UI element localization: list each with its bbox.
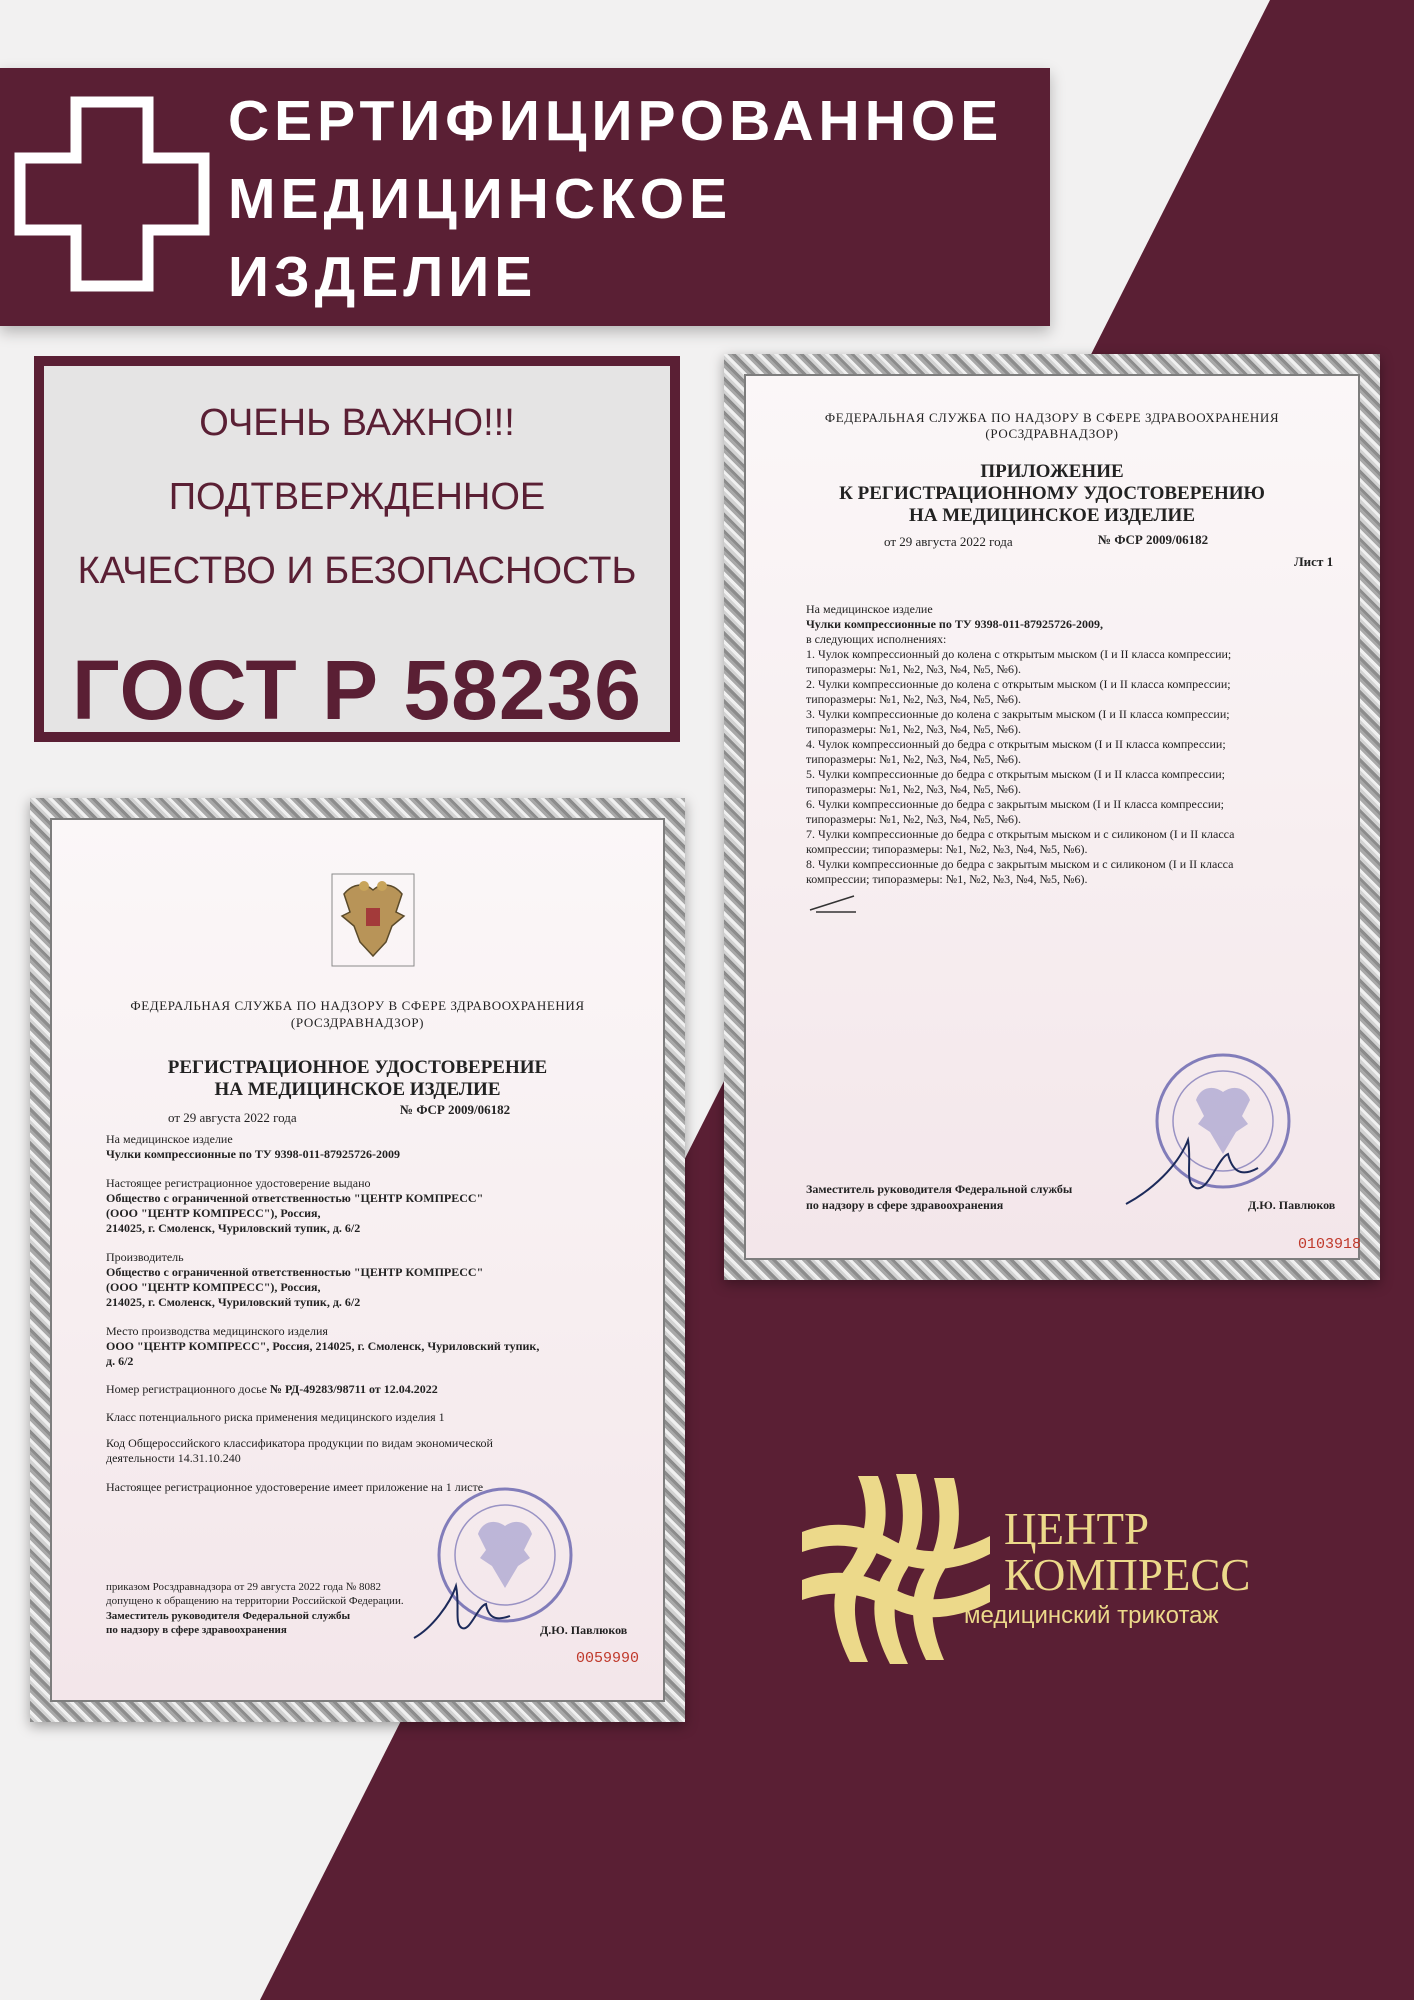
- appendix-line: 8. Чулки компрессионные до бедра с закрытым мыском и с силиконом (I и II класса: [806, 857, 1234, 871]
- issued-line: (ООО "ЦЕНТР КОМПРЕСС"), Россия,: [106, 1206, 321, 1220]
- signature-icon: [408, 1576, 516, 1646]
- certificate-date: от 29 августа 2022 года: [168, 1110, 297, 1125]
- appendix-date: от 29 августа 2022 года: [884, 534, 1013, 549]
- appendix-page: [744, 374, 1360, 1260]
- appendix-signer-title-line: по надзору в сфере здравоохранения: [806, 1198, 1004, 1212]
- appendix-agency-short: (РОСЗДРАВНАДЗОР): [985, 426, 1119, 441]
- certificate-page: [50, 818, 665, 1702]
- logo-name-line1: ЦЕНТР: [1004, 1504, 1149, 1554]
- appendix-sheet: Лист 1: [1294, 554, 1334, 569]
- appendix-line: 1. Чулок компрессионный до колена с открытым мыском (I и II класса компрессии;: [806, 647, 1232, 661]
- appendix-line: На медицинское изделие: [806, 602, 933, 616]
- appendix-line: в следующих исполнениях:: [806, 632, 947, 646]
- appendix-title: НА МЕДИЦИНСКОЕ ИЗДЕЛИЕ: [908, 505, 1196, 526]
- appendix-line: типоразмеры: №1, №2, №3, №4, №5, №6).: [806, 662, 1021, 676]
- appendix-number: № ФСР 2009/06182: [1098, 532, 1209, 547]
- coat-of-arms-icon: [330, 872, 416, 968]
- important-box: [34, 356, 680, 742]
- issued-line: Общество с ограниченной ответственностью "ЦЕНТР КОМПРЕСС": [106, 1191, 484, 1205]
- agency-short: (РОСЗДРАВНАДЗОР): [290, 1015, 425, 1030]
- banner-line: СЕРТИФИЦИРОВАННОЕ: [228, 89, 1004, 153]
- okp-line: Код Общероссийского классификатора продукции по видам экономической: [106, 1436, 493, 1450]
- order-line: допущено к обращению на территории Российской Федерации.: [106, 1595, 404, 1607]
- important-line: КАЧЕСТВО И БЕЗОПАСНОСТЬ: [77, 550, 637, 592]
- medical-cross-icon: [14, 96, 210, 292]
- logo-name-line2: КОМПРЕСС: [1004, 1550, 1251, 1600]
- appendix-signer-name: Д.Ю. Павлюков: [1248, 1198, 1336, 1212]
- appendix-line: 6. Чулки компрессионные до бедра с закрытым мыском (I и II класса компрессии;: [806, 797, 1224, 811]
- signer-title-line: по надзору в сфере здравоохранения: [106, 1624, 287, 1636]
- certificate-number: № ФСР 2009/06182: [400, 1102, 511, 1117]
- maker-line: 214025, г. Смоленск, Чуриловский тупик, д. 6/2: [106, 1295, 361, 1309]
- certificate-title: РЕГИСТРАЦИОННОЕ УДОСТОВЕРЕНИЕ: [167, 1057, 548, 1078]
- dossier-line: [106, 1382, 438, 1397]
- appendix-line: компрессии; типоразмеры: №1, №2, №3, №4, №5, №6).: [806, 872, 1088, 886]
- gost-standard: ГОСТ Р 58236: [71, 643, 643, 737]
- appendix-line: компрессии; типоразмеры: №1, №2, №3, №4, №5, №6).: [806, 842, 1088, 856]
- signer-name: Д.Ю. Павлюков: [540, 1623, 628, 1637]
- company-logo-icon: [798, 1470, 992, 1668]
- appendix-line: 2. Чулки компрессионные до колена с открытым мыском (I и II класса компрессии;: [806, 677, 1231, 691]
- appendix-title: К РЕГИСТРАЦИОННОМУ УДОСТОВЕРЕНИЮ: [839, 483, 1265, 504]
- important-line: ПОДТВЕРЖДЕННОЕ: [168, 476, 546, 518]
- maker-line: Общество с ограниченной ответственностью "ЦЕНТР КОМПРЕСС": [106, 1265, 484, 1279]
- closing-mark-icon: [806, 890, 860, 914]
- product-name: Чулки компрессионные по ТУ 9398-011-87925726-2009: [106, 1147, 400, 1161]
- banner-line: ИЗДЕЛИЕ: [228, 245, 538, 309]
- appendix-note: Настоящее регистрационное удостоверение имеет приложение на 1 листе: [106, 1480, 484, 1494]
- appendix-line: 4. Чулок компрессионный до бедра с открытым мыском (I и II класса компрессии;: [806, 737, 1226, 751]
- appendix-line: типоразмеры: №1, №2, №3, №4, №5, №6).: [806, 782, 1021, 796]
- okp-line: деятельности 14.31.10.240: [106, 1451, 241, 1465]
- appendix-signature-icon: [1122, 1128, 1262, 1210]
- place-label: Место производства медицинского изделия: [106, 1324, 328, 1338]
- important-heading: ОЧЕНЬ ВАЖНО!!!: [199, 402, 515, 444]
- dossier-label: Номер регистрационного досье: [106, 1382, 267, 1396]
- appendix-signer-title-line: Заместитель руководителя Федеральной службы: [806, 1182, 1073, 1196]
- banner-title: [228, 82, 1003, 316]
- appendix-agency-name: ФЕДЕРАЛЬНАЯ СЛУЖБА ПО НАДЗОРУ В СФЕРЕ ЗДРАВООХРАНЕНИЯ: [824, 410, 1280, 425]
- appendix-certificate: [724, 354, 1380, 1280]
- appendix-line: типоразмеры: №1, №2, №3, №4, №5, №6).: [806, 752, 1021, 766]
- issued-line: 214025, г. Смоленск, Чуриловский тупик, д. 6/2: [106, 1221, 361, 1235]
- logo-tagline: медицинский трикотаж: [964, 1602, 1219, 1629]
- maker-label: Производитель: [106, 1250, 184, 1264]
- appendix-serial-number: 0103918: [1298, 1236, 1362, 1253]
- signer-title-line: Заместитель руководителя Федеральной службы: [106, 1610, 351, 1622]
- risk-class: Класс потенциального риска применения медицинского изделия 1: [106, 1410, 445, 1424]
- registration-certificate: [30, 798, 685, 1722]
- maker-line: (ООО "ЦЕНТР КОМПРЕСС"), Россия,: [106, 1280, 321, 1294]
- appendix-line: типоразмеры: №1, №2, №3, №4, №5, №6).: [806, 812, 1021, 826]
- appendix-line: 3. Чулки компрессионные до колена с закрытым мыском (I и II класса компрессии;: [806, 707, 1230, 721]
- dossier-value: № РД-49283/98711 от 12.04.2022: [269, 1382, 438, 1396]
- banner-line: МЕДИЦИНСКОЕ: [228, 167, 733, 231]
- place-line: ООО "ЦЕНТР КОМПРЕСС", Россия, 214025, г. Смоленск, Чуриловский тупик,: [106, 1339, 540, 1353]
- order-line: приказом Росздравнадзора от 29 августа 2022 года № 8082: [106, 1581, 381, 1593]
- appendix-line: типоразмеры: №1, №2, №3, №4, №5, №6).: [806, 722, 1021, 736]
- issued-label: Настоящее регистрационное удостоверение выдано: [106, 1176, 371, 1190]
- place-line: д. 6/2: [106, 1354, 134, 1368]
- header-banner: [0, 68, 1050, 326]
- appendix-line: 5. Чулки компрессионные до бедра с открытым мыском (I и II класса компрессии;: [806, 767, 1226, 781]
- certificate-subtitle: НА МЕДИЦИНСКОЕ ИЗДЕЛИЕ: [214, 1079, 501, 1100]
- appendix-product: Чулки компрессионные по ТУ 9398-011-87925726-2009,: [806, 617, 1103, 631]
- serial-number: 0059990: [576, 1650, 640, 1667]
- appendix-line: типоразмеры: №1, №2, №3, №4, №5, №6).: [806, 692, 1021, 706]
- appendix-title: ПРИЛОЖЕНИЕ: [980, 461, 1124, 482]
- appendix-line: 7. Чулки компрессионные до бедра с открытым мыском и с силиконом (I и II класса: [806, 827, 1235, 841]
- agency-name: ФЕДЕРАЛЬНАЯ СЛУЖБА ПО НАДЗОРУ В СФЕРЕ ЗДРАВООХРАНЕНИЯ: [130, 998, 585, 1013]
- product-label: На медицинское изделие: [106, 1132, 233, 1146]
